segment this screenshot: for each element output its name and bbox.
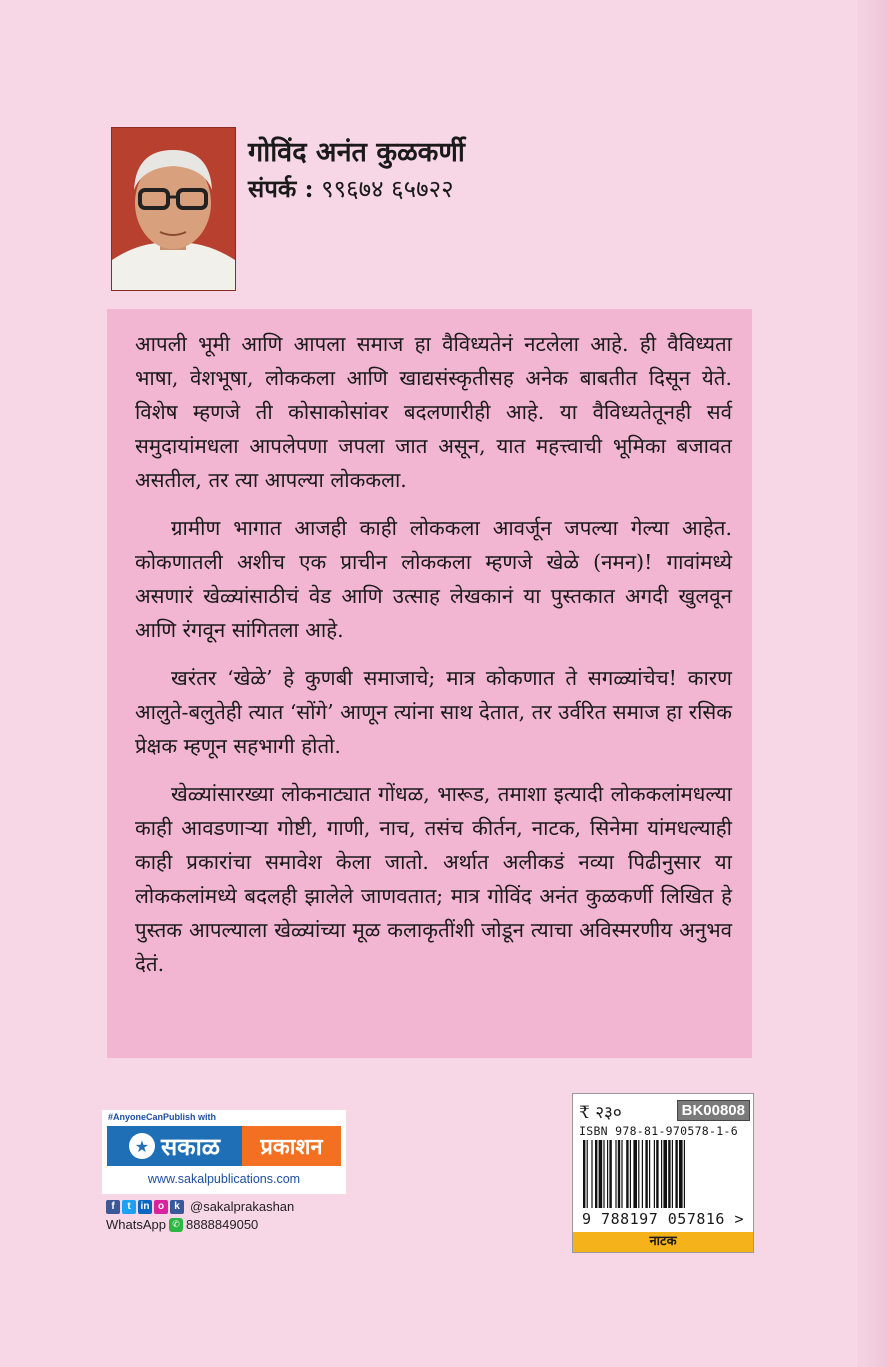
author-contact [248, 172, 454, 205]
linkedin-icon: in [138, 1200, 152, 1214]
social-handle: @sakalprakashan [190, 1199, 295, 1214]
spine-edge [857, 0, 887, 1367]
publisher-mark-icon: ★ [129, 1133, 155, 1159]
social-links [106, 1199, 294, 1214]
barcode-box [572, 1093, 754, 1253]
whatsapp-contact [106, 1217, 258, 1232]
blurb-paragraph-3: खरंतर ‘खेळे’ हे कुणबी समाजाचे; मात्र कोकणात ते सगळ्यांचेच! कारण आलुते-बलुतेही त्यात ‘सोंगे’ आणून त्यांना साथ देतात, तर उर्वरित समाज हा रसिक प्रेक्षक म्हणून सहभागी होतो. [135, 666, 732, 758]
blurb-paragraph-4: खेळ्यांसारख्या लोकनाट्यात गोंधळ, भारूड, तमाशा इत्यादी लोककलांमधल्या काही आवडणाऱ्या गोष्टी, गाणी, नाच, तसंच कीर्तन, नाटक, सिनेमा यांमधल्याही काही प्रकारांचा समावेश केला जातो. अर्थात अलीकडं नव्या पिढीनुसार या लोककलांमध्ये बदलही झालेले जाणवतात; मात्र गोविंद अनंत कुळकर्णी लिखित हे पुस्तक आपल्याला खेळ्यांच्या मूळ कलाकृतींशी जोडून त्याचा अविस्मरणीय अनुभव देतं. [135, 782, 732, 976]
whatsapp-number: 8888849050 [185, 1217, 259, 1232]
genre-label: नाटक [573, 1232, 753, 1252]
blurb-paragraph-1: आपली भूमी आणि आपला समाज हा वैविध्यतेनं नटलेला आहे. ही वैविध्यता भाषा, वेशभूषा, लोककला आणि खाद्यसंस्कृतीसह अनेक बाबतीत दिसून येते. विशेष म्हणजे ती कोसाकोसांवर बदलणारीही आहे. या वैविध्यतेतूनही सर्व समुदायांमधला आपलेपणा जपला जात असून, यात महत्त्वाची भूमिका बजावत असतील, तर त्या आपल्या लोककला. [135, 332, 732, 492]
publisher-website: www.sakalpublications.com [147, 1172, 301, 1186]
twitter-icon: t [122, 1200, 136, 1214]
blurb-paragraph-2: ग्रामीण भागात आजही काही लोककला आवर्जून जपल्या गेल्या आहेत. कोकणातली अशीच एक प्राचीन लोककला म्हणजे खेळे (नमन)! गावांमध्ये असणारं खेळ्यांसाठीचं वेड आणि उत्साह लेखकानं या पुस्तकात अगदी खुलवून आणि रंगवून सांगितला आहे. [135, 516, 732, 642]
publisher-logo [107, 1126, 341, 1166]
barcode-icon [583, 1140, 743, 1210]
author-photo [111, 127, 236, 291]
facebook-icon: f [106, 1200, 120, 1214]
whatsapp-label: WhatsApp [106, 1217, 166, 1232]
contact-number: ९९६७४ ६५७२२ [321, 175, 454, 203]
publisher-logo-left-text: सकाळ [160, 1132, 221, 1161]
author-name: गोविंद अनंत कुळकर्णी [248, 137, 465, 168]
koo-icon: k [170, 1200, 184, 1214]
instagram-icon: o [154, 1200, 168, 1214]
publisher-block [102, 1110, 346, 1194]
publisher-logo-left [107, 1126, 242, 1166]
isbn: ISBN 978-81-970578-1-6 [579, 1124, 738, 1138]
publisher-tagline: #AnyoneCanPublish with [108, 1112, 217, 1122]
contact-label: संपर्क : [248, 174, 314, 203]
blurb-box [107, 309, 752, 1058]
whatsapp-icon: ✆ [169, 1218, 183, 1232]
price: ₹ २३० [579, 1103, 622, 1123]
publisher-logo-right: प्रकाशन [242, 1126, 341, 1166]
book-code: BK00808 [677, 1100, 750, 1121]
barcode-digits: 9 788197 057816 > [581, 1210, 745, 1228]
